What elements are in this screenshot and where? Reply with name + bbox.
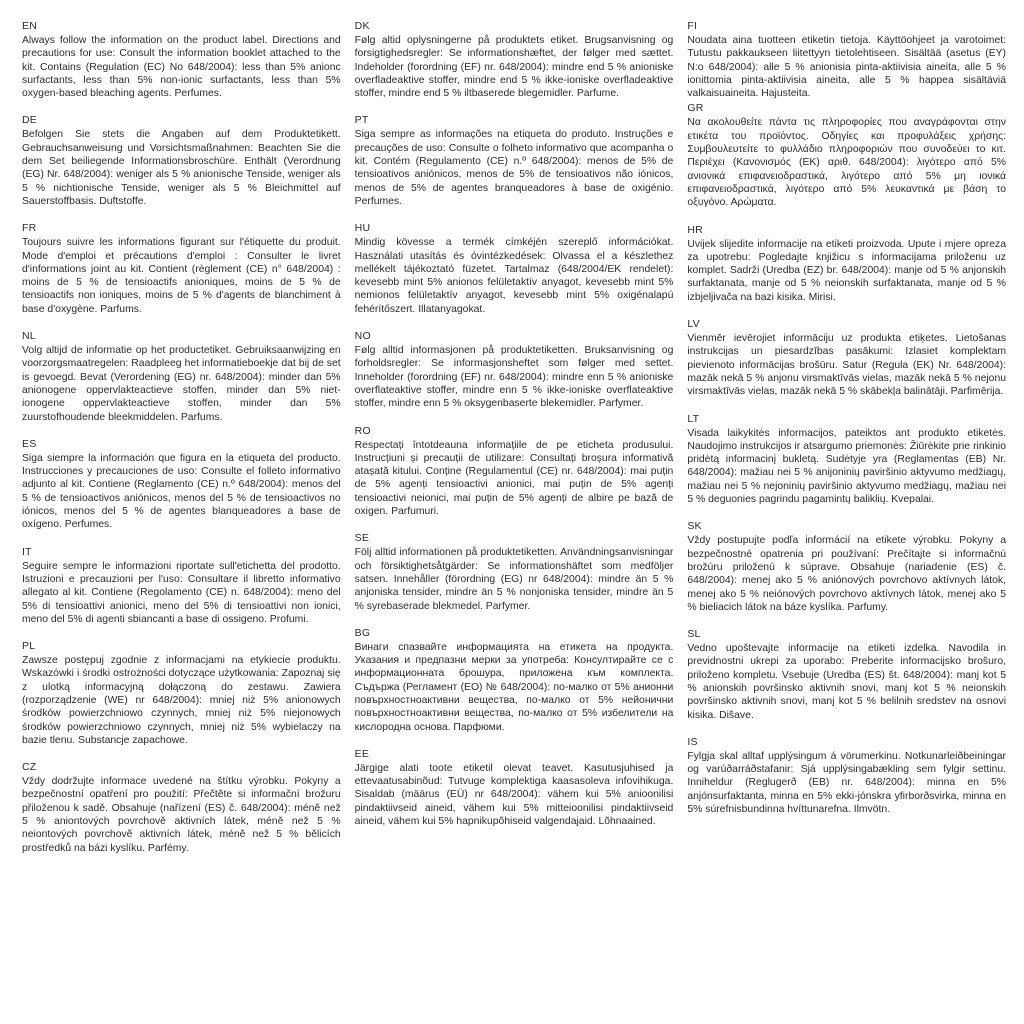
section-lt <box>687 413 1006 507</box>
section-se <box>355 532 674 612</box>
language-code: PL <box>22 640 36 653</box>
section-text: Volg altijd de informatie op het productetiket. Gebruiksaanwijzing en voorzorgsmaatregelen: Raadpleeg het informatieboekje dat bij de set is gevoegd. Bevat (Verordening (EG) nr. 648/2004): minder dan 5% anionogene oppervlakteactieve stoffen, minder dan 5% niet-ionogene oppervlakteactieve stoffen, minder dan 5% zuurstofhoudende bleekmiddelen. Parfums. <box>22 345 341 423</box>
language-code: NL <box>22 330 36 343</box>
section-hr <box>687 224 1006 304</box>
section-sk <box>687 520 1006 614</box>
section-text: Järgige alati toote etiketil olevat teavet. Kasutusjuhised ja ettevaatusabinõud: Tutvuge komplektiga kaasasoleva infovihikuga. Sisaldab (määrus (EÜ) nr 648/2004): vähem kui 5% anioonilisi pindaktiivseid aineid, vähem kui 5% mitteioonilisi pindaktiivseid aineid, vähem kui 5% hapnikupõhiseid valgendajaid. Lõhnaained. <box>354 762 674 828</box>
section-text: Να ακολουθείτε πάντα τις πληροφορίες που αναγράφονται στην ετικέτα του προϊόντος. Οδηγίες και προφυλάξεις χρήσης: Συμβουλευτείτε το φυλλάδιο πληροφοριών που συνοδεύει το κιτ. Περιέχει (Κανονισμός (ΕΚ) αριθ. 648/2004): λιγότερο από 5% ανιονικά επιφανειοδραστικά, λιγότερο από 5% μη ιονικά επιφανειοδραστικά, λιγότερο από 5% λευκαντικά με βάση το οξυγόνο. Αρώματα. <box>687 117 1007 209</box>
language-code: EN <box>22 20 37 32</box>
section-text: Винаги спазвайте информацията на етикета на продукта. Указания и предпазни мерки за употреба: Консултирайте се с информационната брошура, приложена към комплекта. Съдържа (Регламент (ЕО) № 648/2004): по-малко от 5% анионни повърхностноактивни вещества, по-малко от 5% нейонични повърхностноактивни вещества, по-малко от 5% избелители на кислородна основа. Парфюми. <box>354 641 674 733</box>
section-text: Siga siempre la información que figura en la etiqueta del producto. Instrucciones y precauciones de uso: Consulte el folleto informativo adjunto al kit. Contiene (Reglamento (CE) n.º 648/2004): menos del 5 % de tensioactivos aniónicos, menos del 5 % de tensioactivos no iónicos, menos del 5 % de agentes blanqueadores a base de oxígeno. Perfumes. <box>22 452 341 531</box>
language-code: EE <box>354 747 370 760</box>
section-text: Følg altid oplysningerne på produktets etiket. Brugsanvisning og forsigtighedsregler: Se informationshæftet, der følger med sættet. Indeholder (forordning (EF) nr. 648/2004): mindre end 5 % anioniske overfladeaktive stoffer, mindre end 5 % ikke-ioniske overfladeaktive stoffer, mindre end 5 % iltbaserede blegemidler. Parfume. <box>354 35 674 100</box>
language-code: DE <box>22 114 37 127</box>
section-bg <box>355 627 674 734</box>
language-code: PT <box>354 114 369 127</box>
language-code: LV <box>687 318 700 331</box>
section-text: Always follow the information on the product label. Directions and precautions for use: Consult the information booklet attached to the kit. Contains (Regulation (EC) No 648/2004): less than 5% anionc surfactants, less than 5% non-ionic surfactants, less than 5% oxygen-based bleaching agents. Perfumes. <box>22 35 341 100</box>
language-code: IT <box>22 545 32 558</box>
section-text: Vienmēr ievērojiet informāciju uz produkta etiķetes. Lietošanas instrukcijas un piesardzības pasākumi: Izlasiet komplektam pievienoto informācijas brošūru. Satur (Regula (EK) Nr. 648/2004): mazāk nekā 5 % anjonu virsmaktīvās vielas, mazāk nekā 5 % nejonu virsmaktīvās vielas, mazāk nekā 5 % skābekļa balinātāji. Parfimērija. <box>687 333 1007 398</box>
section-dk <box>355 20 674 100</box>
language-code: ES <box>22 437 37 450</box>
section-gr <box>687 102 1006 209</box>
section-en <box>22 20 341 100</box>
language-code: SL <box>687 628 701 641</box>
section-it <box>22 546 341 626</box>
section-sl <box>687 628 1006 722</box>
section-cz <box>22 761 341 855</box>
section-text: Uvijek slijedite informacije na etiketi proizvoda. Upute i mjere opreza za upotrebu: Pogledajte knjižicu s informacijama priloženu uz komplet. Sadrži (Uredba (EZ) br. 648/2004): manje od 5 % anjonskih surfaktanata, manje od 5 % neionskih surfaktanata, manje od 5 % izbjeljivača na bazi kisika. Mirisi. <box>687 238 1007 303</box>
section-text: Befolgen Sie stets die Angaben auf dem Produktetikett. Gebrauchsanweisung und Vorsichtsmaßnahmen: Beachten Sie die dem Set beiliegende Informationsbroschüre. Enthält (Verordnung (EG) Nr. 648/2004): weniger als 5 % anionische Tenside, weniger als 5 % nichtionische Tenside, weniger als 5 % Bleichmittel auf Sauerstoffbasis. Duftstoffe. <box>22 129 341 207</box>
section-text: Visada laikykitės informacijos, pateiktos ant produkto etiketės. Naudojimo instrukcijos ir atsargumo priemonės: Žiūrėkite prie rinkinio pridėtą informacinį bukletą. Sudėtyje yra (Reglamentas (EB) Nr. 648/2004): mažiau nei 5 % anijoninių paviršinio aktyvumo medžiagų, mažiau nei 5 % nejoninių paviršinio aktyvumo medžiagų, mažiau nei 5 % deguonies pagrindu pagamintų baliklių. Kvepalai. <box>687 427 1007 506</box>
section-text: Mindig kövesse a termék címkéjén szereplő információkat. Használati utasítás és óvintézkedések: Olvassa el a készlethez mellékelt tájékoztató füzetet. Tartalmaz (648/2004/EK rendelet): kevesebb mint 5% anionos felületaktív anyagot, kevesebb mint 5% nemionos felületaktív anyagot, kevesebb mint 5% oxigénalapú fehérítőszert. Illatanyagokat. <box>354 237 674 315</box>
section-pt <box>355 114 674 208</box>
section-es <box>22 438 341 532</box>
section-text: Vždy postupujte podľa informácií na etikete výrobku. Pokyny a bezpečnostné opatrenia pri používaní: Prečítajte si informačnú brožúru priloženú k súprave. Obsahuje (nariadenie (ES) č. 648/2004): menej ako 5 % aniónových povrchovo aktívnych látok, menej ako 5 % neiónových povrchovo aktívnych látok, menej ako 5 % bieliacich látok na báze kyslíka. Parfumy. <box>687 535 1007 613</box>
section-text: Respectați întotdeauna informațiile de pe eticheta produsului. Instrucțiuni și precauții de utilizare: Consultați broșura informativă atașată kitului. Conține (Regulamentul (CE) nr. 648/2004): mai puțin de 5% agenți tensioactivi anionici, mai puțin de 5% agenți tensioactivi neionici, mai puțin de 5% agenți de albire pe bază de oxigen. Parfumuri. <box>354 439 674 518</box>
section-hu <box>355 222 674 316</box>
section-nl <box>22 330 341 424</box>
section-lv <box>687 318 1006 398</box>
section-text: Noudata aina tuotteen etiketin tietoja. Käyttöohjeet ja varotoimet: Tutustu pakkaukseen liitettyyn tietolehtiseen. Sisältää (asetus (EY) N:o 648/2004): alle 5 % anionisia pinta-aktiivisia aineita, alle 5 % ionittomia pinta-aktiivisia aineita, alle 5 % happea sisältäviä valkaisuaineita. Hajusteita. <box>687 35 1007 100</box>
section-text: Siga sempre as informações na etiqueta do produto. Instruções e precauções de uso: Consulte o folheto informativo que acompanha o kit. Contém (Regulamento (CE) n.º 648/2004): menos de 5% de tensioativos aniónicos, menos de 5% de tensioativos não iónicos, menos de 5% de agentes branqueadores à base de oxigénio. Perfumes. <box>354 129 674 207</box>
section-text: Följ alltid informationen på produktetiketten. Användningsanvisningar och försiktighetsåtgärder: Se informationshäftet som medföljer satsen. Innehåller (förordning (EG) nr 648/2004): mindre än 5 % anjoniska tensider, mindre än 5 % nonjoniska tensider, mindre än 5 % syrebaserade blekmedel. Parfymer. <box>354 547 674 612</box>
language-code: DK <box>354 20 370 32</box>
section-text: Vždy dodržujte informace uvedené na štítku výrobku. Pokyny a bezpečnostní opatření pro použití: Přečtěte si informační brožuru přiloženou k sadě. Obsahuje (nařízení (ES) č. 648/2004): méně než 5 % aniontových povrchově aktivních látek, méně než 5 % neiontových povrchově aktivních látek, méně než 5 % bělicích prostředků na bázi kyslíku. Parfémy. <box>22 776 341 854</box>
language-code: HR <box>687 223 703 236</box>
column-2 <box>355 20 674 1024</box>
language-code: GR <box>687 102 704 115</box>
section-fi <box>687 20 1006 100</box>
language-code: RO <box>354 424 371 437</box>
language-code: LT <box>687 412 700 425</box>
section-text: Vedno upoštevajte informacije na etiketi izdelka. Navodila in previdnostni ukrepi za uporabo: Preberite informacijsko brošuro, priloženo kompletu. Vsebuje (Uredba (ES) št. 648/2004): manj kot 5 % anionskih površinsko aktivnih snovi, manj kot 5 % neionskih površinsko aktivnih snovi, manj kot 5 % belilnih sredstev na osnovi kisika. Dišave. <box>687 643 1007 721</box>
section-pl <box>22 640 341 747</box>
section-ro <box>355 425 674 519</box>
language-code: SK <box>687 520 702 533</box>
language-code: IS <box>687 735 698 748</box>
section-is <box>687 736 1006 816</box>
section-text: Fylgja skal alltaf upplýsingum á vörumerkinu. Notkunarleiðbeiningar og varúðarráðstafanir: Sjá upplýsingabækling sem fylgir settinu. Inniheldur (Reglugerð (EB) nr. 648/2004): minna en 5% anjónsurfaktanta, minna en 5% ekki-jónskra yfirborðsvirka, minna en 5% súrefnisbundinna hvíttunarefna. Ilmvötn. <box>687 750 1007 816</box>
column-3 <box>687 20 1006 1024</box>
section-text: Zawsze postępuj zgodnie z informacjami na etykiecie produktu. Wskazówki i środki ostrożności dotyczące użytkowania: Zapoznaj się z ulotką informacyjną dołączoną do zestawu. Zawiera (rozporządzenie (WE) nr 648/2004): mniej niż 5% anionowych środków powierzchniowo czynnych, mniej niż 5% niejonowych środków powierzchniowo czynnych, mniej niż 5% wybielaczy na bazie tlenu. Substancje zapachowe. <box>22 655 341 746</box>
language-code: NO <box>354 330 371 343</box>
language-code: HU <box>354 222 371 235</box>
section-fr <box>22 222 341 316</box>
section-ee <box>355 748 674 828</box>
section-no <box>355 330 674 410</box>
language-code: FI <box>687 20 698 32</box>
section-de <box>22 114 341 208</box>
section-text: Følg alltid informasjonen på produktetiketten. Bruksanvisning og forholdsregler: Se informasjonsheftet som følger med settet. Inneholder (forordning (EF) nr. 648/2004): mindre enn 5 % anioniske overflateaktive stoffer, mindre enn 5 % ikke-ioniske overflateaktive stoffer, mindre enn 5 % oksygenbaserte blekemidler. Parfymer. <box>354 345 674 410</box>
section-text: Toujours suivre les informations figurant sur l'étiquette du produit. Mode d'emploi et précautions d'emploi : Consulter le livret d'informations joint au kit. Contient (règlement (CE) n° 648/2004) : moins de 5 % de tensioactifs anioniques, moins de 5 % de tensioactifs non ioniques, moins de 5 % d'agents de blanchiment à base d'oxygène. Parfums. <box>22 237 341 315</box>
language-code: BG <box>354 626 371 639</box>
column-1 <box>22 20 341 1024</box>
language-code: SE <box>354 532 370 545</box>
language-code: CZ <box>22 761 37 774</box>
section-text: Seguire sempre le informazioni riportate sull'etichetta del prodotto. Istruzioni e precauzioni per l'uso: Consultare il libretto informativo allegato al kit. Contiene (Regolamento (CE) n. 648/2004): meno del 5% di tensioattivi anionici, meno del 5% di tensioattivi non ionici, meno del 5% di agenti sbiancanti a base di ossigeno. Profumi. <box>22 560 341 625</box>
language-code: FR <box>22 222 37 235</box>
